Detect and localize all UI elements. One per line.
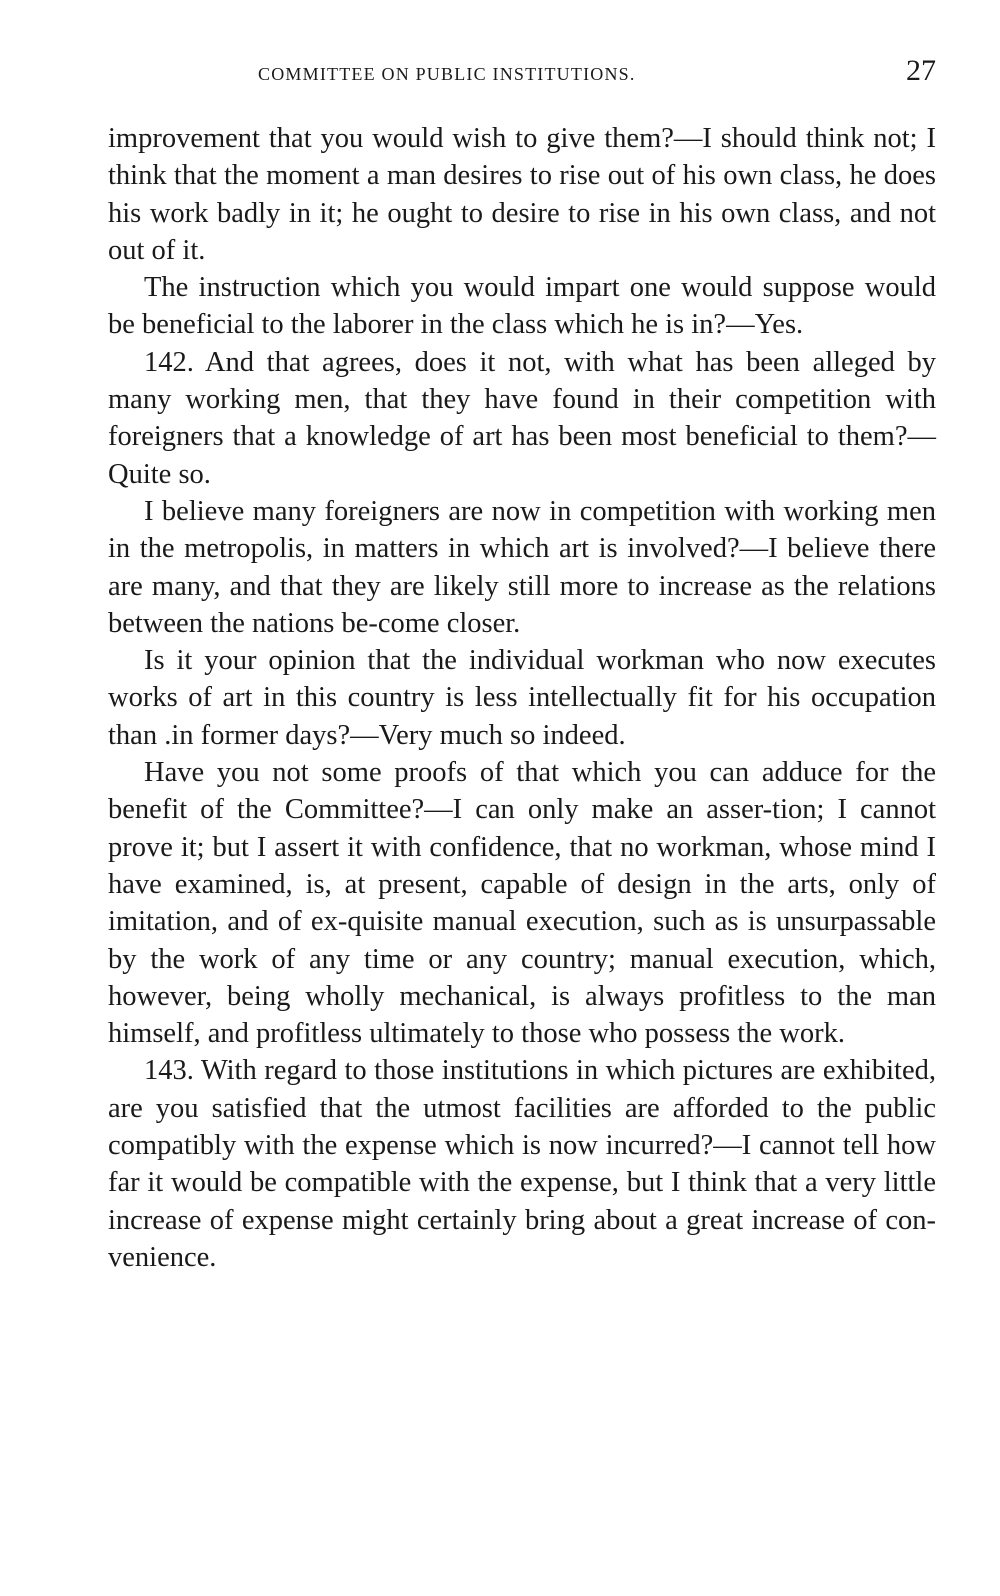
- page-number: 27: [906, 54, 936, 87]
- paragraph-continuation: improvement that you would wish to give them?—I should think not; I think that the moment a man desires to rise out of his own class, he does his work badly in it; he ought to desire to rise in his own class, and not out of it.: [108, 123, 936, 266]
- paragraph-question-142: 142. And that agrees, does it not, with what has been alleged by many working men, that they have found in their competition with foreigners that a knowledge of art has been most beneficial to them?—Quite so.: [108, 346, 936, 490]
- paragraph-workman-opinion: Is it your opinion that the individual workman who now executes works of art in this country is less intellectually fit for his occupation than .in former days?—Very much so indeed.: [108, 645, 936, 751]
- paragraph-proofs: Have you not some proofs of that which you can adduce for the benefit of the Committee?—I can only make an asser-tion; I cannot prove it; but I assert it with confidence, that no workman, whose mind I have examined, is, at present, capable of design in the arts, only of imitation, and of ex-quisite manual execution, such as is unsurpassable by the work of any time or any country; manual execution, which, however, being wholly mechanical, is always profitless to the man himself, and profitless ultimately to those who possess the work.: [108, 757, 936, 1050]
- running-title: COMMITTEE ON PUBLIC INSTITUTIONS.: [258, 64, 636, 84]
- paragraph-foreigners-competition: I believe many foreigners are now in competition with working men in the metropolis, in matters in which art is involved?—I believe there are many, and that they are likely still more to increase as the relations between the nations be-come closer.: [108, 495, 936, 639]
- paragraph-laborer-instruction: The instruction which you would impart one would suppose would be beneficial to the laborer in the class which he is in?—Yes.: [108, 272, 936, 341]
- running-head: [108, 54, 936, 98]
- body-text: [108, 120, 936, 1276]
- paragraph-question-143: 143. With regard to those institutions in which pictures are exhibited, are you satisfied that the utmost facilities are afforded to the public compatibly with the expense which is now incurred?—I cannot tell how far it would be compatible with the expense, but I think that a very little increase of expense might certainly bring about a great increase of con-venience.: [108, 1055, 936, 1273]
